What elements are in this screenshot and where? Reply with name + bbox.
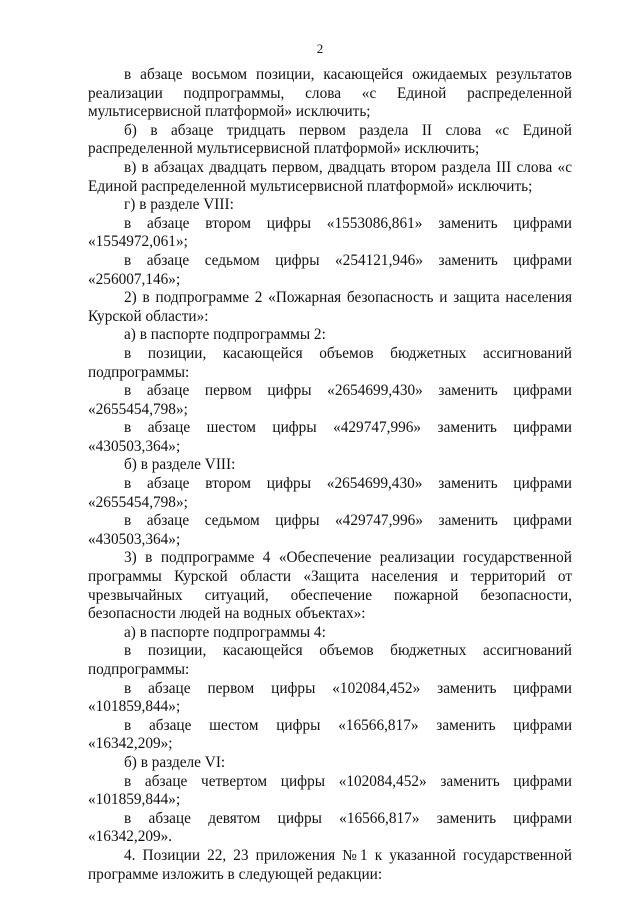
paragraph-line: в абзаце первом цифры «2654699,430» заменить цифрами xyxy=(124,382,572,400)
paragraph: в абзаце шестом цифры «16566,817» заменить цифрами «16342,209»; xyxy=(88,716,572,753)
page-number: 2 xyxy=(316,41,324,56)
paragraph-line: в абзаце втором цифры «1553086,861» заменить цифрами xyxy=(124,214,572,232)
paragraph-continuation: «430503,364»; xyxy=(88,530,181,548)
paragraph-line: в абзаце втором цифры «2654699,430» заменить цифрами xyxy=(124,475,572,493)
paragraph-continuation: «430503,364»; xyxy=(88,437,181,455)
document-body xyxy=(88,66,572,884)
paragraph-continuation: «101859,844»; xyxy=(88,791,181,809)
paragraph: б) в разделе VI: xyxy=(124,753,226,771)
paragraph-line: в абзаце шестом цифры «429747,996» заменить цифрами xyxy=(124,419,572,437)
paragraph: б) в разделе VIII: xyxy=(124,456,236,474)
paragraph: в абзаце восьмом позиции, касающейся ожидаемых результатов реализации подпрограммы, слова «с Единой распределенной мультисервисной платформой» исключить; xyxy=(88,66,572,121)
paragraph: 4. Позиции 22, 23 приложения №1 к указанной государственной программе изложить в следующей редакции: xyxy=(88,846,572,883)
paragraph-line: в абзаце седьмом цифры «254121,946» заменить цифрами xyxy=(124,251,572,269)
paragraph: в позиции, касающейся объемов бюджетных ассигнований подпрограммы: xyxy=(88,344,572,381)
paragraph: г) в разделе VIII: xyxy=(124,196,234,214)
paragraph: в абзаце девятом цифры «16566,817» заменить цифрами «16342,209». xyxy=(88,809,572,846)
paragraph-continuation: «256007,146»; xyxy=(88,270,181,288)
paragraph: б) в абзаце тридцать первом раздела II слова «с Единой распределенной мультисервисной платформой» исключить; xyxy=(88,121,572,158)
paragraph-continuation: «101859,844»; xyxy=(88,698,181,716)
paragraph: 3) в подпрограмме 4 «Обеспечение реализации государственной программы Курской области «Защита населения и территорий от чрезвычайных ситуаций, обеспечение пожарной безопасности, безопасности людей на водных объектах»: xyxy=(88,549,572,623)
paragraph-continuation: «2655454,798»; xyxy=(88,493,188,511)
paragraph: 2) в подпрограмме 2 «Пожарная безопасность и защита населения Курской области»: xyxy=(88,289,572,325)
paragraph-line: в абзаце первом цифры «102084,452» заменить цифрами xyxy=(124,679,572,697)
paragraph: в позиции, касающейся объемов бюджетных ассигнований подпрограммы: xyxy=(88,642,572,678)
paragraph-line: в абзаце четвертом цифры «102084,452» заменить цифрами xyxy=(124,772,572,790)
paragraph-line: в абзаце седьмом цифры «429747,996» заменить цифрами xyxy=(124,512,572,530)
paragraph: в) в абзацах двадцать первом, двадцать втором раздела III слова «с Единой распределенной мультисервисной платформой» исключить; xyxy=(88,158,572,195)
paragraph-continuation: «2655454,798»; xyxy=(88,400,188,418)
paragraph: а) в паспорте подпрограммы 2: xyxy=(124,326,326,344)
paragraph: а) в паспорте подпрограммы 4: xyxy=(124,623,326,641)
paragraph-continuation: «1554972,061»; xyxy=(88,233,188,251)
